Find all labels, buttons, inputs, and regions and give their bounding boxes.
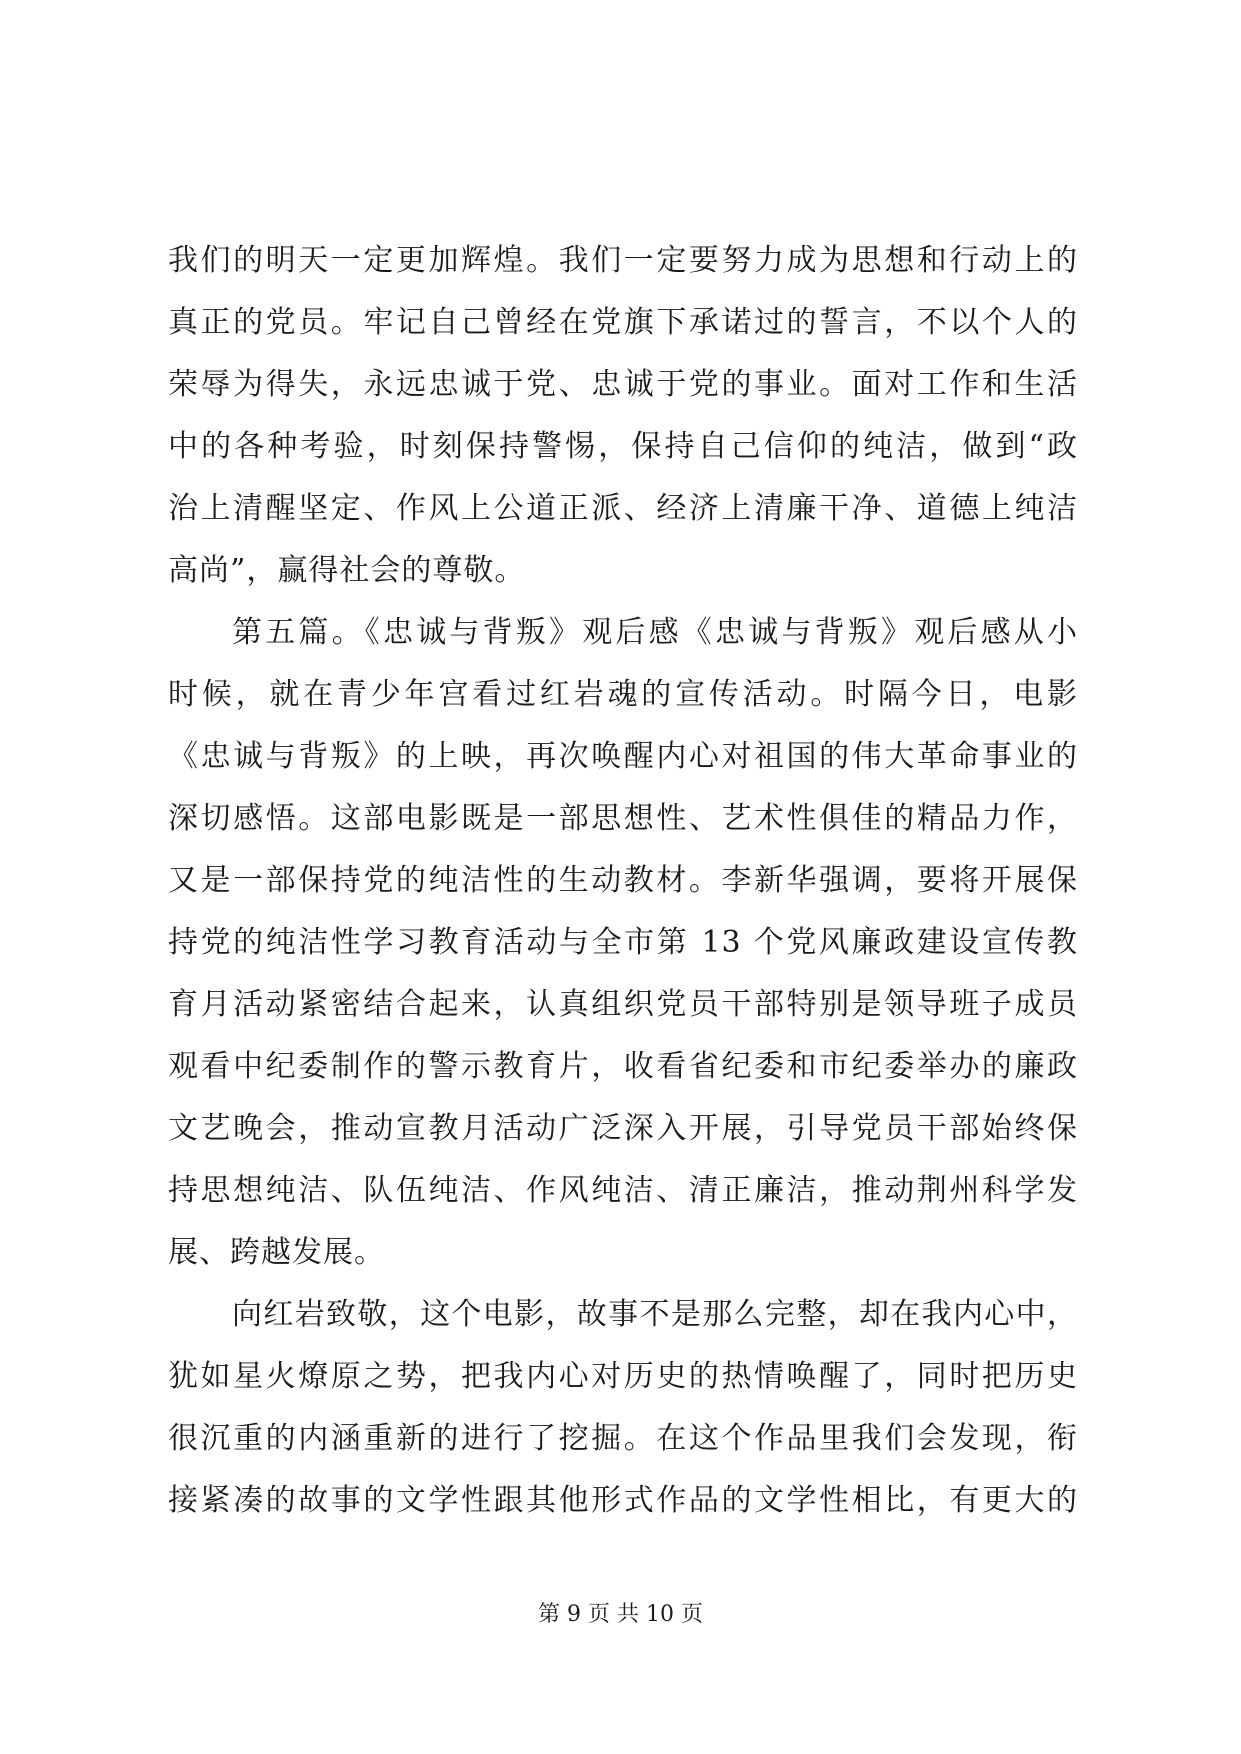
text-line: 持思想纯洁、队伍纯洁、作风纯洁、清正廉洁，推动荆州科学发: [168, 1173, 1078, 1208]
paragraph-first-line: 第五篇。《忠诚与背叛》观后感《忠诚与背叛》观后感从小: [232, 615, 1078, 650]
text-line: 荣辱为得失，永远忠诚于党、忠诚于党的事业。面对工作和生活: [168, 367, 1078, 402]
body-text: [168, 230, 1078, 1532]
text-line: 中的各种考验，时刻保持警惕，保持自己信仰的纯洁，做到“政: [168, 429, 1078, 464]
text-line: 时候，就在青少年宫看过红岩魂的宣传活动。时隔今日，电影: [168, 677, 1078, 712]
text-line: 真正的党员。牢记自己曾经在党旗下承诺过的誓言，不以个人的: [168, 305, 1078, 340]
text-line: 很沉重的内涵重新的进行了挖掘。在这个作品里我们会发现，衔: [168, 1421, 1078, 1456]
text-line: 持党的纯洁性学习教育活动与全市第 13 个党风廉政建设宣传教: [168, 925, 1078, 960]
text-line: 又是一部保持党的纯洁性的生动教材。李新华强调，要将开展保: [168, 863, 1078, 898]
page-number-footer: 第 9 页 共 10 页: [538, 1602, 703, 1627]
text-line: 育月活动紧密结合起来，认真组织党员干部特别是领导班子成员: [168, 987, 1078, 1022]
text-line: 深切感悟。这部电影既是一部思想性、艺术性俱佳的精品力作，: [168, 801, 1078, 836]
text-line: 犹如星火燎原之势，把我内心对历史的热情唤醒了，同时把历史: [168, 1359, 1078, 1394]
paragraph-first-line: 向红岩致敬，这个电影，故事不是那么完整，却在我内心中，: [232, 1297, 1078, 1332]
text-line: 观看中纪委制作的警示教育片，收看省纪委和市纪委举办的廉政: [168, 1049, 1078, 1084]
text-line: 我们的明天一定更加辉煌。我们一定要努力成为思想和行动上的: [168, 243, 1078, 278]
text-line: 高尚”，赢得社会的尊敬。: [168, 553, 526, 588]
text-line: 接紧凑的故事的文学性跟其他形式作品的文学性相比，有更大的: [168, 1483, 1078, 1518]
text-line: 《忠诚与背叛》的上映，再次唤醒内心对祖国的伟大革命事业的: [168, 739, 1078, 774]
text-line: 展、跨越发展。: [168, 1235, 385, 1270]
text-line: 治上清醒坚定、作风上公道正派、经济上清廉干净、道德上纯洁: [168, 491, 1078, 526]
text-line: 文艺晚会，推动宣教月活动广泛深入开展，引导党员干部始终保: [168, 1111, 1078, 1146]
